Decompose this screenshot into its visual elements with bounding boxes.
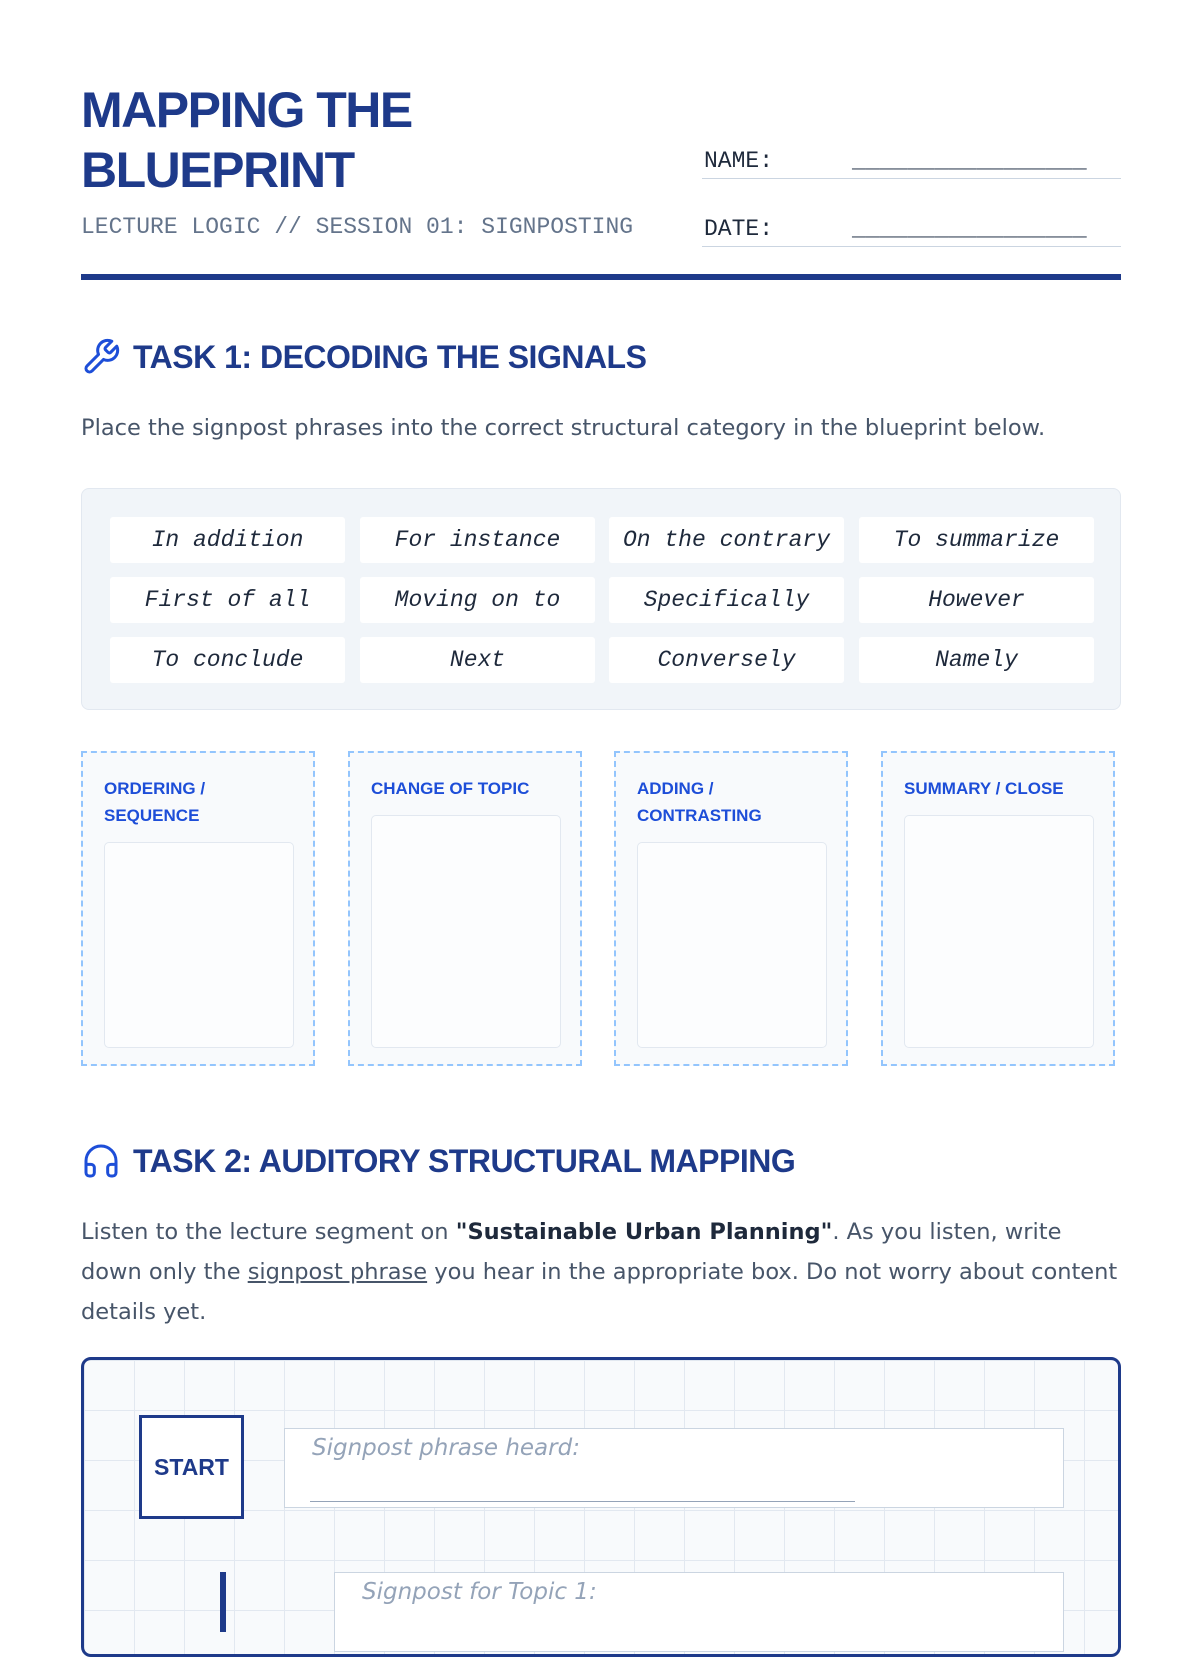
task2-heading xyxy=(81,1141,795,1181)
wrench-icon xyxy=(81,337,121,377)
category-drop-box[interactable] xyxy=(104,842,294,1048)
category-adding-contrasting xyxy=(614,751,848,1066)
flow-connector xyxy=(220,1572,226,1632)
word-chip[interactable]: In addition xyxy=(110,517,345,563)
signpost-phrase-emphasis: signpost phrase xyxy=(247,1259,428,1285)
category-label-line: ADDING / xyxy=(637,779,714,798)
date-label: DATE: xyxy=(704,216,774,242)
title-line-2: BLUEPRINT xyxy=(81,142,354,198)
word-chip[interactable]: Specifically xyxy=(609,577,844,623)
task2-instruction xyxy=(81,1212,1121,1332)
category-label-line: SEQUENCE xyxy=(104,806,200,825)
category-label-line: CHANGE OF TOPIC xyxy=(371,779,530,798)
lecture-topic: "Sustainable Urban Planning" xyxy=(455,1219,833,1245)
word-chip[interactable]: On the contrary xyxy=(609,517,844,563)
category-drop-box[interactable] xyxy=(637,842,827,1048)
instruction-text: you hear in the appropriate box. Do not worry about content details yet. xyxy=(81,1259,1118,1325)
word-chip[interactable]: To summarize xyxy=(859,517,1094,563)
structural-map-grid xyxy=(81,1357,1121,1657)
word-chip[interactable]: However xyxy=(859,577,1094,623)
category-label xyxy=(637,775,837,829)
answer-line xyxy=(310,1501,855,1502)
category-label xyxy=(104,775,304,829)
date-field[interactable] xyxy=(702,210,1121,247)
name-blank[interactable]: _________________ xyxy=(852,148,1087,174)
task1-instruction: Place the signpost phrases into the correct structural category in the blueprint below. xyxy=(81,415,1046,441)
word-chip[interactable]: Next xyxy=(360,637,595,683)
name-field[interactable] xyxy=(702,142,1121,179)
word-chip[interactable]: Namely xyxy=(859,637,1094,683)
header-divider xyxy=(81,274,1121,280)
category-label-line: SUMMARY / CLOSE xyxy=(904,779,1064,798)
answer-placeholder: Signpost for Topic 1: xyxy=(362,1579,597,1605)
instruction-text: . As you listen, write down only the xyxy=(81,1219,1062,1285)
word-bank xyxy=(81,488,1121,710)
task2-title: TASK 2: AUDITORY STRUCTURAL MAPPING xyxy=(133,1142,796,1179)
word-chip[interactable]: For instance xyxy=(360,517,595,563)
answer-box-start[interactable] xyxy=(284,1428,1064,1508)
word-chip[interactable]: Moving on to xyxy=(360,577,595,623)
category-drop-box[interactable] xyxy=(371,815,561,1048)
category-drop-box[interactable] xyxy=(904,815,1094,1048)
task1-title: TASK 1: DECODING THE SIGNALS xyxy=(133,338,647,375)
date-blank[interactable]: _________________ xyxy=(852,216,1087,242)
category-label xyxy=(904,775,1104,802)
answer-box-topic-1[interactable] xyxy=(334,1572,1064,1652)
title-line-1: MAPPING THE xyxy=(81,82,412,138)
instruction-text: Listen to the lecture segment on xyxy=(81,1219,456,1245)
word-chip[interactable]: Conversely xyxy=(609,637,844,683)
start-node: START xyxy=(139,1415,244,1519)
headphones-icon xyxy=(81,1141,121,1181)
answer-placeholder: Signpost phrase heard: xyxy=(312,1435,580,1461)
page-subtitle: LECTURE LOGIC // SESSION 01: SIGNPOSTING xyxy=(81,214,634,240)
page-title xyxy=(81,80,641,200)
word-chip[interactable]: To conclude xyxy=(110,637,345,683)
category-label-line: CONTRASTING xyxy=(637,806,762,825)
category-label xyxy=(371,775,571,802)
category-label-line: ORDERING / xyxy=(104,779,206,798)
name-label: NAME: xyxy=(704,148,774,174)
category-ordering-sequence xyxy=(81,751,315,1066)
word-chip[interactable]: First of all xyxy=(110,577,345,623)
category-change-of-topic xyxy=(348,751,582,1066)
task1-heading xyxy=(81,337,646,377)
category-summary-close xyxy=(881,751,1115,1066)
